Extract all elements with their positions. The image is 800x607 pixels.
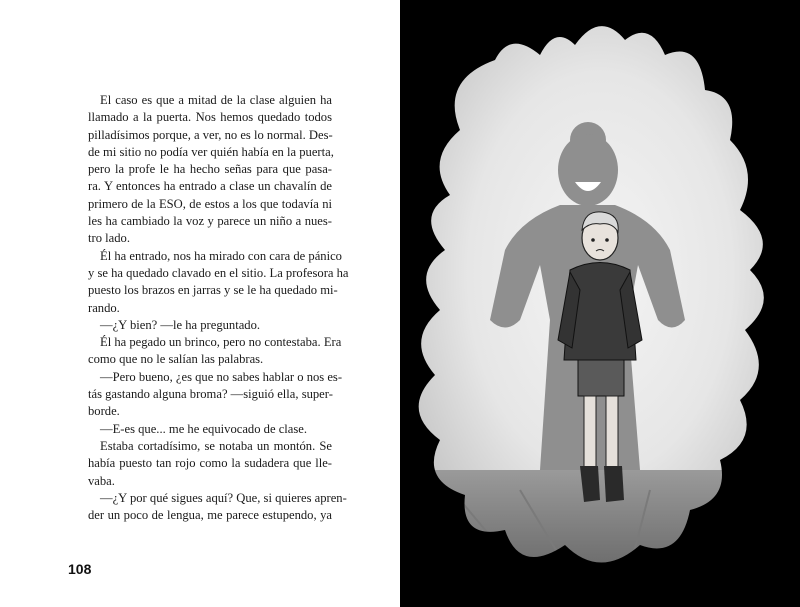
text-line: Estaba cortadísimo, se notaba un montón. Se <box>100 438 332 453</box>
right-page-illustration <box>400 0 800 607</box>
text-line: El caso es que a mitad de la clase alguien ha <box>100 93 332 107</box>
text-line: llamado a la puerta. Nos hemos quedado todos <box>88 110 332 125</box>
text-line: —¿Y bien? —le ha preguntado. <box>100 317 261 332</box>
text-line: primero de la ESO, de estos a los que todavía ni <box>88 196 332 211</box>
text-line: rando. <box>88 300 120 315</box>
text-line: vaba. <box>88 473 115 488</box>
text-line: der un poco de lengua, me parece estupendo, ya <box>88 508 332 523</box>
text-line: tás gastando alguna broma? —siguió ella, super- <box>88 387 333 402</box>
text-line: pero la profe le ha hecho señas para que pasa- <box>88 162 332 177</box>
text-line: les ha cambiado la voz y parece un niño a nues- <box>88 214 332 229</box>
page-number: 108 <box>68 561 92 577</box>
text-line: puesto los brazos en jarras y se le ha quedado mi- <box>88 283 338 298</box>
text-line: había puesto tan rojo como la sudadera que lle- <box>88 456 332 471</box>
text-line: Él ha pegado un brinco, pero no contestaba. Era <box>100 335 342 350</box>
body-text <box>88 92 349 524</box>
text-line: Él ha entrado, nos ha mirado con cara de pánico <box>100 248 342 263</box>
text-line: como que no le salían las palabras. <box>88 352 264 367</box>
text-line: de mi sitio no podía ver quién había en la puerta, <box>88 144 334 159</box>
illustration <box>400 0 800 607</box>
text-line: tro lado. <box>88 231 130 246</box>
text-line: —E-es que... me he equivocado de clase. <box>100 421 308 436</box>
text-line: borde. <box>88 404 120 419</box>
text-line: pilladísimos porque, a ver, no es lo normal. Des- <box>88 127 333 142</box>
text-line: y se ha quedado clavado en el sitio. La profesora ha <box>88 265 349 280</box>
text-line: —Pero bueno, ¿es que no sabes hablar o nos es- <box>100 369 343 384</box>
text-line: ra. Y entonces ha entrado a clase un chavalín de <box>88 179 332 194</box>
text-line: —¿Y por qué sigues aquí? Que, si quieres apren- <box>100 490 347 505</box>
